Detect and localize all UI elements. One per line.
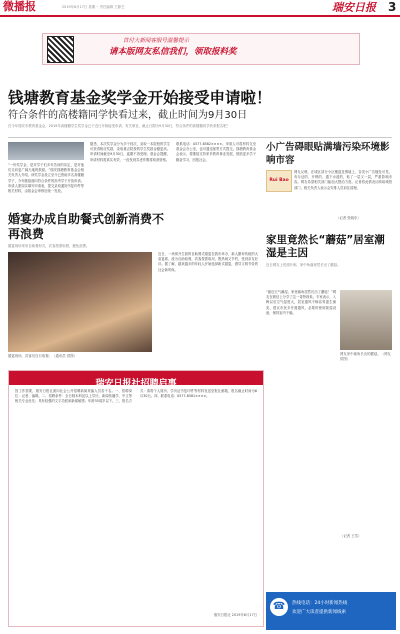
- right-top-title: 小广告碍眼贴满墙污染环境影响市容: [266, 142, 390, 166]
- mushroom-title: 家里竟然长“蘑菇”居室潮湿是主因: [266, 234, 385, 259]
- qr-code: [47, 36, 74, 63]
- article-photo: [8, 142, 84, 160]
- promo-line-2: 请本版网友私信我们，领取报料奖: [109, 47, 237, 57]
- header-rule: [0, 15, 400, 17]
- right-top-article: [266, 142, 392, 232]
- page-number: 3: [388, 0, 397, 14]
- recruit-signature: 瑞安日报社 2019年6月17日: [213, 613, 257, 617]
- right-top-photo: [266, 170, 292, 192]
- mushroom-photo-caption: 网友家中墙角长出的蘑菇。（网友 供图）: [340, 352, 391, 361]
- mushroom-article: [266, 234, 392, 564]
- wedding-title: 婚宴办成自助餐式创新消费不再浪费: [8, 212, 165, 241]
- article-text-1: “一份奖学金，是对学子们多年苦读的肯定，是对他们走向更广阔天地的鼓励。”瑞安钱塘教育基金会相关负责人介绍，该奖学金设立至今已资助多名高楼籍学子，今年继续面向符合条件的高考学子开放申请。申请人需如实填写申请表，提交录取通知书复印件等相关材料，由基金会审核后统一发放。: [8, 163, 84, 194]
- wedding-photo: [8, 252, 152, 352]
- recruit-box: [8, 370, 264, 627]
- article-col-2: 据悉，本次奖学金分为多个档次，录取一本院校的学生可获得相应奖励，录取重点院校的学生奖励金额更高。申请时间截至9月30日，逾期不再受理。基金会提醒，申请材料需真实有效，一经发现弄虚作假将取消资格。: [90, 142, 170, 162]
- right-top-text: 网友反映，在城区部分小区楼道及围墙上，各类小广告随处可见，有办证的、开锁的、通下水道的，贴了一层又一层，严重影响市容。网友希望相关部门能加大整治力度。记者将此情况反映给城管部门，相关负责人表示会安排人员前往清理。: [294, 170, 392, 190]
- right-top-reporter: （记者 张晓东）: [336, 216, 361, 220]
- hotline-line-2: 欢迎广大读者提供新闻线索: [292, 610, 346, 615]
- article-col-3: 联系电话：0577-6582××××。申请人可将材料交至基金会办公室，也可通过邮寄方式提交。钱塘教育基金会表示，将继续支持家乡教育事业发展，鼓励更多学子勤奋学习、回报社会。: [176, 142, 256, 162]
- recruit-title: 瑞安日报社招聘启事: [95, 379, 177, 389]
- wedding-source: 婚宴现场采用自助餐形式，宾客按需取餐，避免浪费。: [8, 244, 90, 248]
- promo-line-1: 首付大新闻客服号温馨提示: [123, 38, 190, 44]
- ruibao-label: Rui Bao: [269, 178, 289, 183]
- section-name: 微播报: [3, 0, 36, 13]
- mushroom-photo: [340, 290, 392, 350]
- page-header: [0, 0, 400, 15]
- article-col-1: [8, 142, 84, 205]
- mushroom-source: 近日网友上传照片称，家中角落竟然长出了蘑菇。: [266, 263, 341, 267]
- headline-rule: [8, 137, 392, 138]
- main-headline: 钱塘教育基金奖学金开始接受申请啦！: [8, 89, 272, 107]
- promo-banner: [42, 33, 360, 65]
- mushroom-text: “最近天气潮湿，家里墙角居然长出了蘑菇！”网友在微信上分享了这一奇特现象。专家表示，入梅以后空气湿度大，居室通风不畅容易滋生菌类，建议市民多开窗通风，必要时使用除湿设备，保持室内干燥。: [266, 290, 336, 315]
- recruit-body: 因工作需要，瑞安日报社面向社会公开招聘新闻采编人员若干名。一、招聘岗位：记者、编辑。二、招聘条件：全日制本科及以上学历，新闻传播学、中文等相关专业优先；具有较强的文字功底和新闻敏感；年龄35周岁以下。三、报名方式：请将个人简历、学历证书复印件等材料发送至报社邮箱，报名截止时间为6月30日。四、联系电话：0577-6581××××。: [15, 389, 257, 404]
- hotline-box: [266, 592, 396, 630]
- hotline-icon: ☎: [270, 598, 288, 616]
- hotline-line-1: 热线电话：24小时新闻热线: [292, 601, 348, 606]
- mushroom-reporter: （记者 王雪）: [340, 534, 362, 538]
- paper-name: 瑞安日报: [332, 1, 376, 14]
- recruit-title-bar: [9, 371, 263, 389]
- main-subtitle: 符合条件的高楼籍同学快看过来，截止时间为9月30日: [8, 110, 248, 121]
- wedding-photo-caption: 婚宴现场，宾客们自行取餐。（通讯员 供图）: [8, 354, 77, 358]
- headline-source: 在今年瑞安市教育基金会，2019年高楼籍学生奖学金已于近日开始接受申请，有关事宜，截止日期为9月30日，符合条件的高楼籍同学快来报名吧！: [8, 124, 230, 128]
- wedding-text: 近日，一场别开生面的自助餐式婚宴在我市举办，新人摒弃传统的大桌宴席，改为自助取餐，宾客按需取用，既热闹又节约，受到亲友好评。据了解，越来越多的年轻人开始选择新式婚宴，倡导文明节俭的社会新风尚。: [158, 252, 258, 272]
- date-line: 2019年6月17日 星期一 责任编辑 王静芝: [62, 5, 125, 9]
